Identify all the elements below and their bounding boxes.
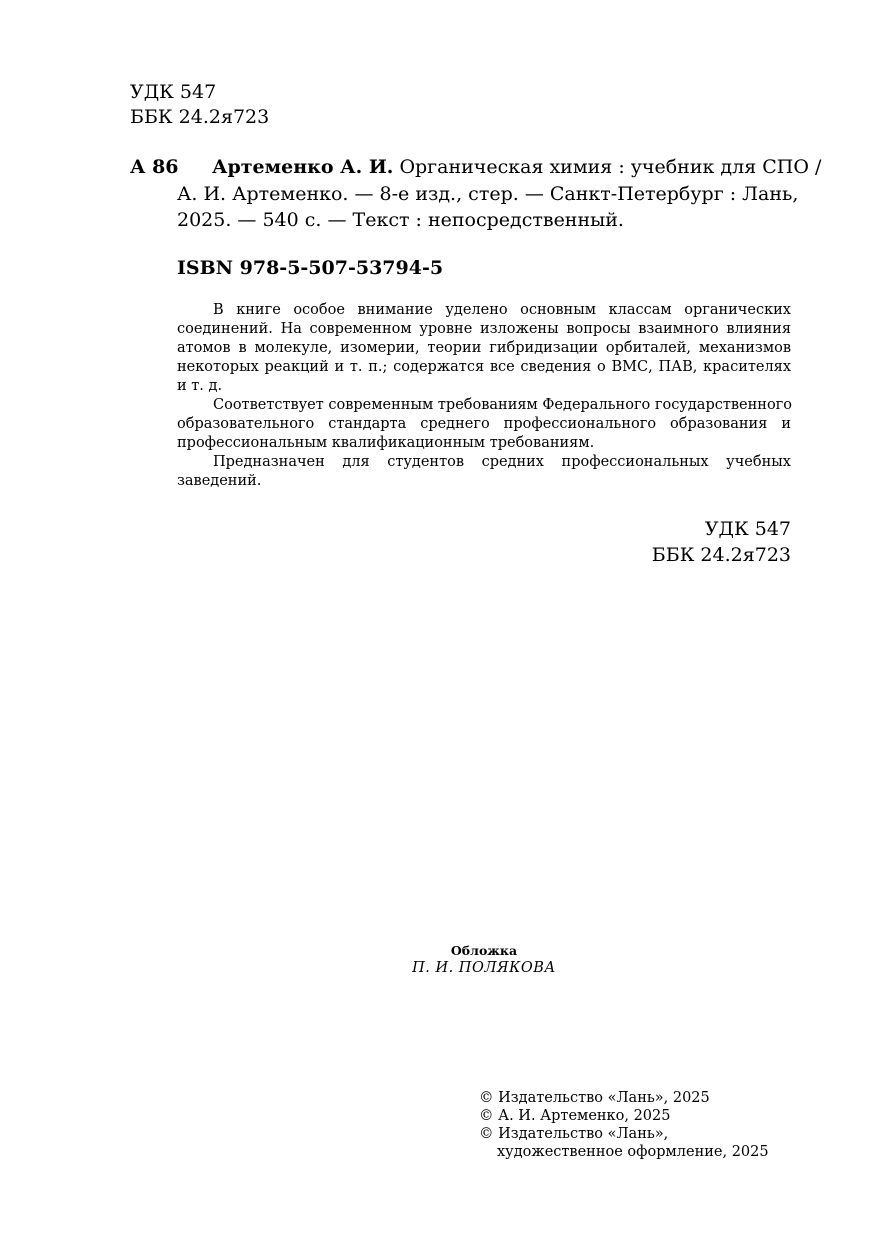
copyright-line-1: © Издательство «Лань», 2025 xyxy=(479,1090,710,1106)
copyright-line-2: © А. И. Артеменко, 2025 xyxy=(479,1108,671,1124)
annotation-p1-line-4: некоторых реакций и т. п.; содержатся все сведения о ВМС, ПАВ, красителях xyxy=(177,359,791,375)
annotation-p1-line-1: В книге особое внимание уделено основным классам органических xyxy=(213,302,791,318)
annotation-p1-line-3: атомов в молекуле, изомерии, теории гибридизации орбиталей, механизмов xyxy=(177,340,791,356)
annotation-p2-line-1: Соответствует современным требованиям Федерального государственного xyxy=(213,397,792,413)
cover-designer: П. И. ПОЛЯКОВА xyxy=(412,960,556,976)
udk-top: УДК 547 xyxy=(130,81,217,103)
citation-line-1 xyxy=(212,155,822,180)
annotation-p1-line-5: и т. д. xyxy=(177,378,223,394)
cover-label: Обложка xyxy=(450,943,518,958)
citation-title: Органическая химия : учебник для СПО / xyxy=(393,156,822,178)
annotation-p2-line-2: образовательного стандарта среднего профессионального образования и xyxy=(177,416,791,432)
isbn: ISBN 978-5-507-53794-5 xyxy=(177,257,444,279)
annotation-p1-line-2: соединений. На современном уровне изложены вопросы взаимного влияния xyxy=(177,321,791,337)
annotation-p2-line-3: профессиональным квалификационным требованиям. xyxy=(177,435,595,451)
author-mark: А 86 xyxy=(130,156,179,178)
copyright-line-4: художественное оформление, 2025 xyxy=(497,1144,769,1160)
copyright-line-3: © Издательство «Лань», xyxy=(479,1126,669,1142)
citation-line-2: А. И. Артеменко. — 8-е изд., стер. — Санкт-Петербург : Лань, xyxy=(177,183,799,205)
annotation-p3-line-1: Предназначен для студентов средних профессиональных учебных xyxy=(213,454,791,470)
citation-author: Артеменко А. И. xyxy=(212,156,394,178)
bbk-bottom: ББК 24.2я723 xyxy=(651,544,791,566)
annotation-p3-line-2: заведений. xyxy=(177,473,262,489)
citation-line-3: 2025. — 540 с. — Текст : непосредственный. xyxy=(177,209,624,231)
udk-bottom: УДК 547 xyxy=(704,518,791,540)
bbk-top: ББК 24.2я723 xyxy=(130,106,270,128)
